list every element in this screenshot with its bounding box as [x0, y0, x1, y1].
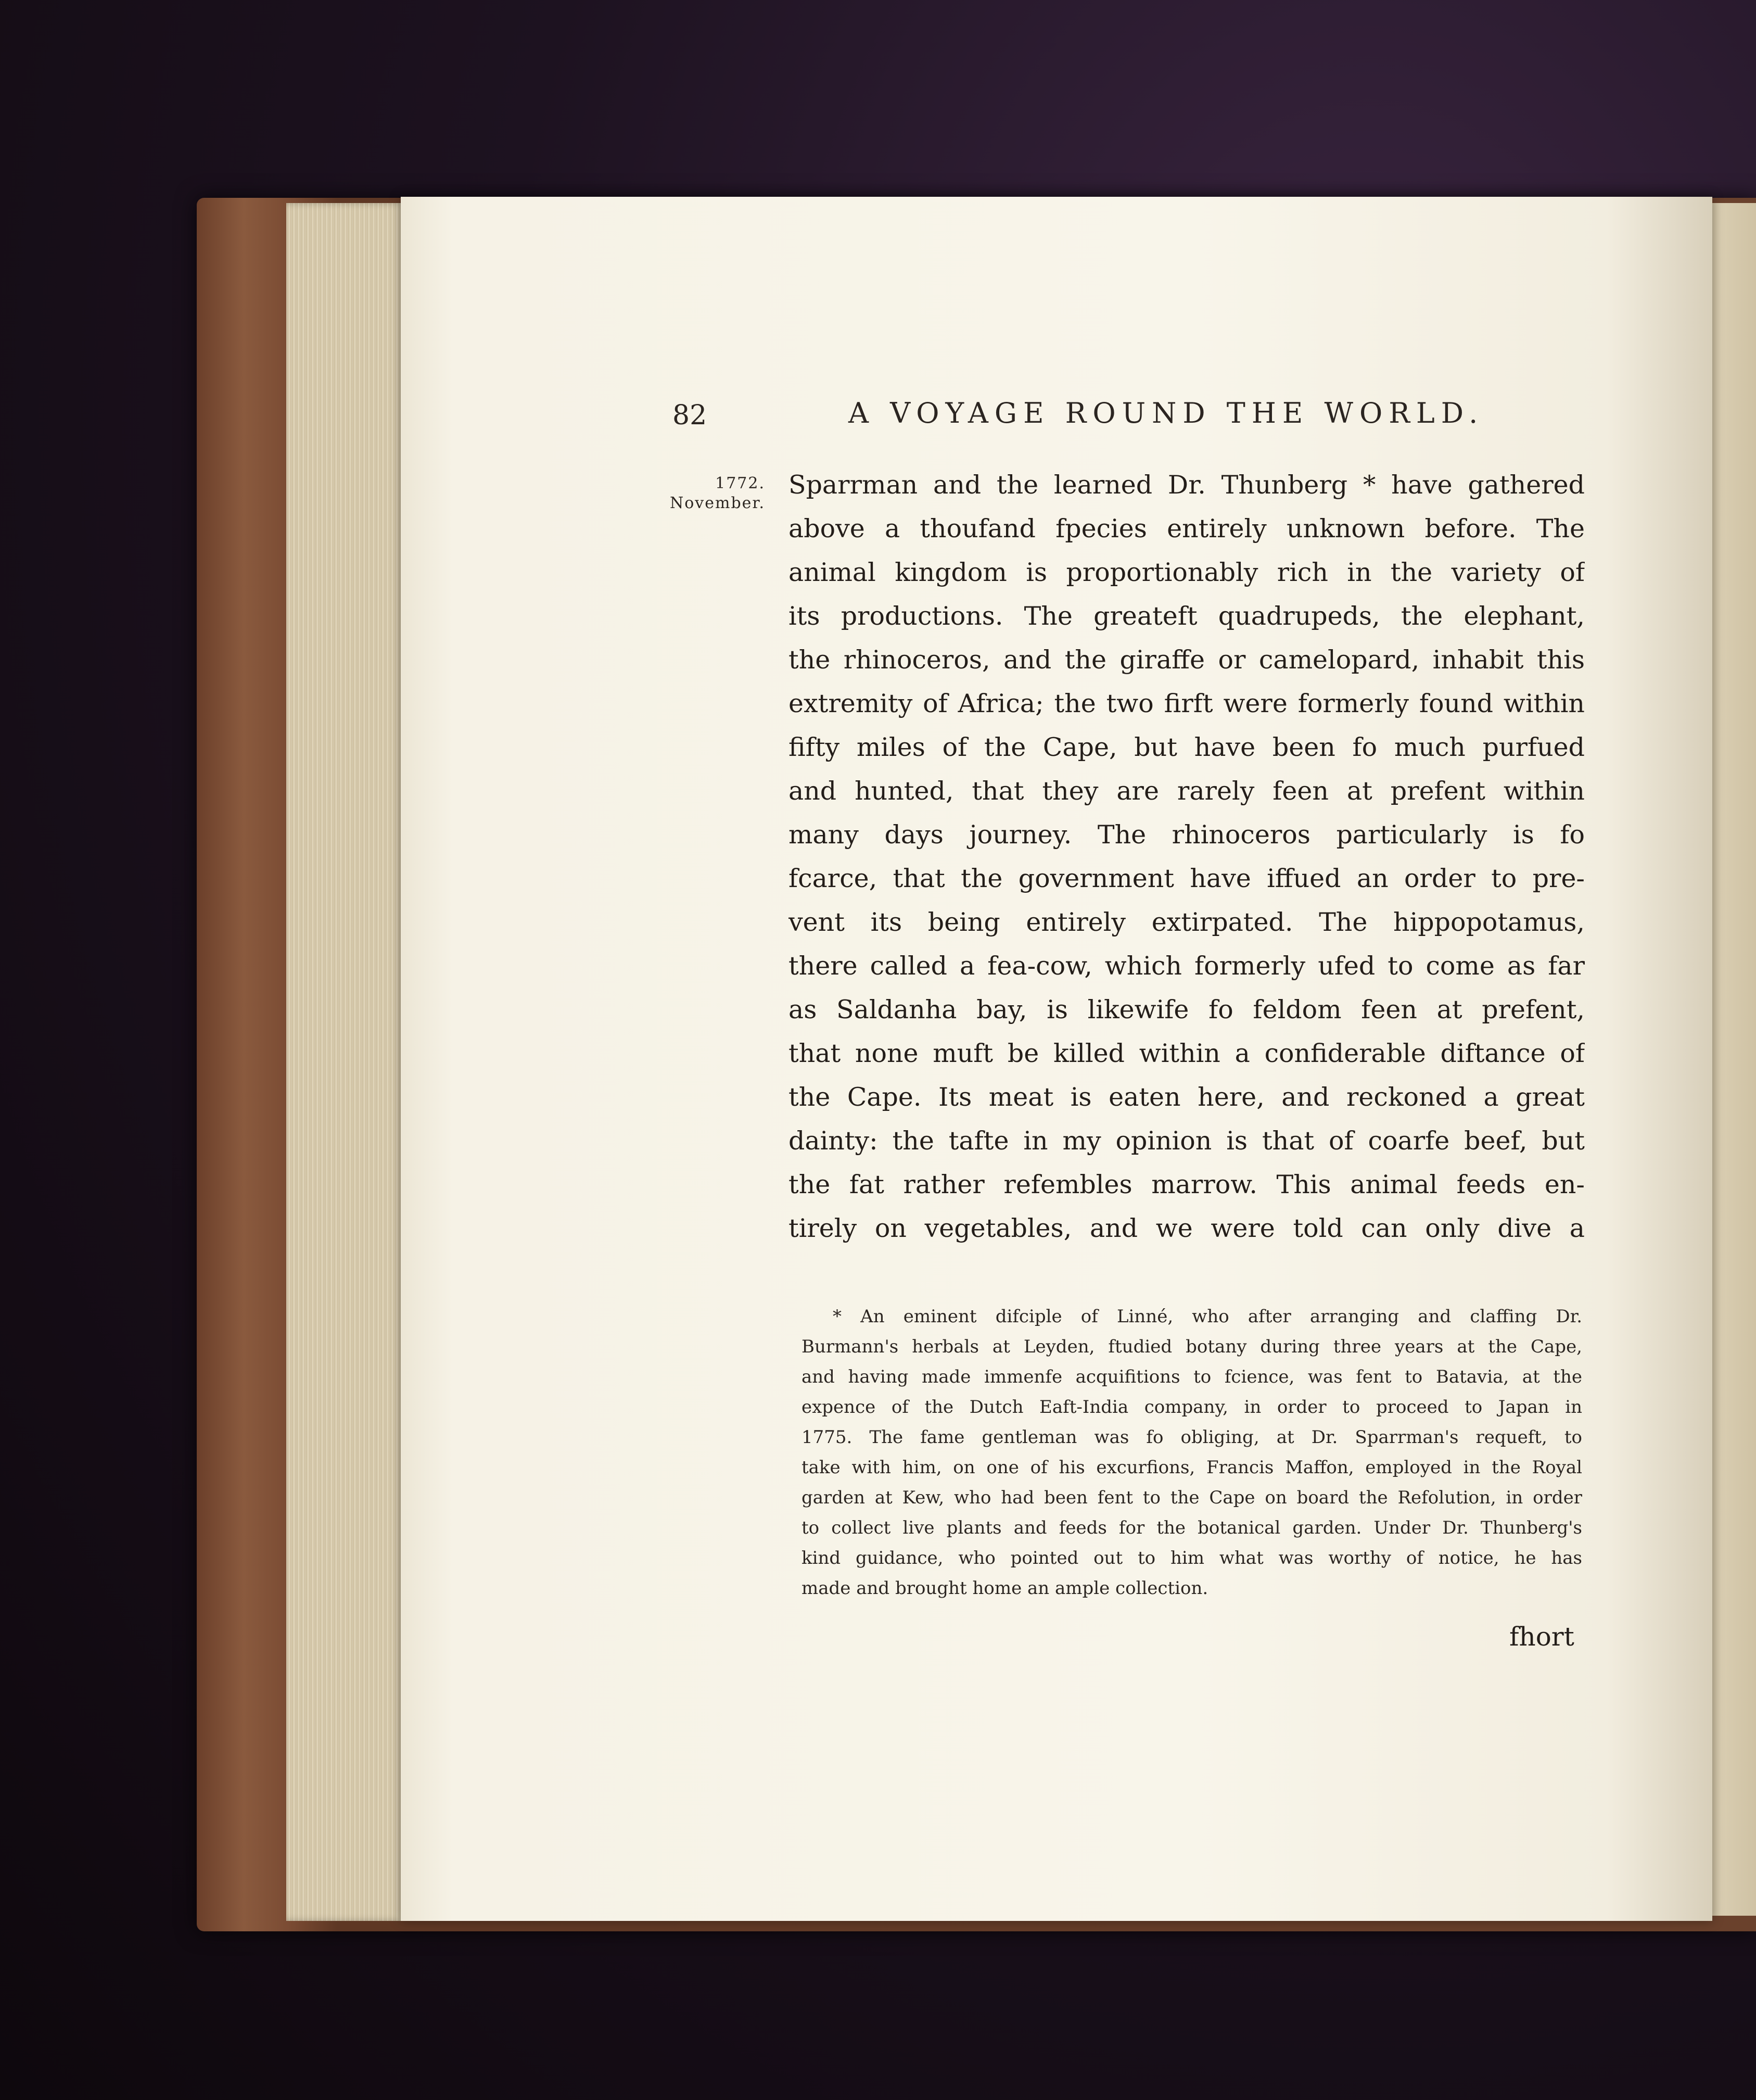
footnote-line: 1775. The fame gentleman was fo obliging, at Dr. Sparrman's requeft, to: [801, 1427, 1582, 1448]
page-edges: [286, 203, 406, 1921]
margin-month: November.: [670, 494, 765, 512]
margin-date-note: [645, 474, 765, 513]
footnote-line: to collect live plants and feeds for the botanical garden. Under Dr. Thunberg's: [801, 1517, 1582, 1538]
footnote-line: made and brought home an ample collection.: [801, 1578, 1208, 1599]
footnote-line: garden at Kew, who had been fent to the Cape on board the Refolution, in order: [801, 1487, 1582, 1508]
body-line: the Cape. Its meat is eaten here, and reckoned a great: [788, 1082, 1585, 1112]
body-line: the fat rather refembles marrow. This animal feeds en-: [788, 1170, 1585, 1199]
footnote: [801, 1301, 1582, 1603]
body-line: that none muft be killed within a confiderable diftance of: [788, 1039, 1585, 1068]
body-line: as Saldanha bay, is likewife fo feldom feen at prefent,: [788, 995, 1585, 1024]
running-title: A VOYAGE ROUND THE WORLD.: [848, 397, 1484, 429]
body-line: above a thoufand fpecies entirely unknown before. The: [788, 514, 1585, 543]
body-line: Sparrman and the learned Dr. Thunberg * have gathered: [788, 470, 1585, 500]
body-line: fcarce, that the government have iffued an order to pre-: [788, 864, 1585, 893]
body-line: fifty miles of the Cape, but have been fo much purfued: [788, 732, 1585, 762]
body-text: [788, 463, 1585, 1250]
body-line: extremity of Africa; the two firft were formerly found within: [788, 689, 1585, 718]
catchword: fhort: [1509, 1622, 1574, 1652]
body-line: tirely on vegetables, and we were told can only dive a: [788, 1213, 1585, 1243]
body-line: vent its being entirely extirpated. The hippopotamus,: [788, 907, 1585, 937]
body-line: the rhinoceros, and the giraffe or camelopard, inhabit this: [788, 645, 1585, 675]
page-number: 82: [672, 400, 707, 431]
body-line: many days journey. The rhinoceros particularly is fo: [788, 820, 1585, 850]
body-line: and hunted, that they are rarely feen at prefent within: [788, 776, 1585, 806]
footnote-line: kind guidance, who pointed out to him what was worthy of notice, he has: [801, 1548, 1582, 1568]
body-line: there called a fea-cow, which formerly ufed to come as far: [788, 951, 1585, 981]
footnote-line: Burmann's herbals at Leyden, ftudied botany during three years at the Cape,: [801, 1336, 1582, 1357]
body-line: dainty: the tafte in my opinion is that of coarfe beef, but: [788, 1126, 1585, 1156]
body-line: its productions. The greateft quadrupeds, the elephant,: [788, 601, 1585, 631]
footnote-line: * An eminent difciple of Linné, who after arranging and claffing Dr.: [833, 1306, 1582, 1327]
footnote-line: take with him, on one of his excurfions, Francis Maffon, employed in the Royal: [801, 1457, 1582, 1478]
footnote-line: and having made immenfe acquifitions to fcience, was fent to Batavia, at the: [801, 1367, 1582, 1387]
footnote-line: expence of the Dutch Eaft-India company, in order to proceed to Japan in: [801, 1397, 1582, 1418]
body-line: animal kingdom is proportionably rich in the variety of: [788, 558, 1585, 587]
margin-year: 1772.: [715, 474, 765, 492]
